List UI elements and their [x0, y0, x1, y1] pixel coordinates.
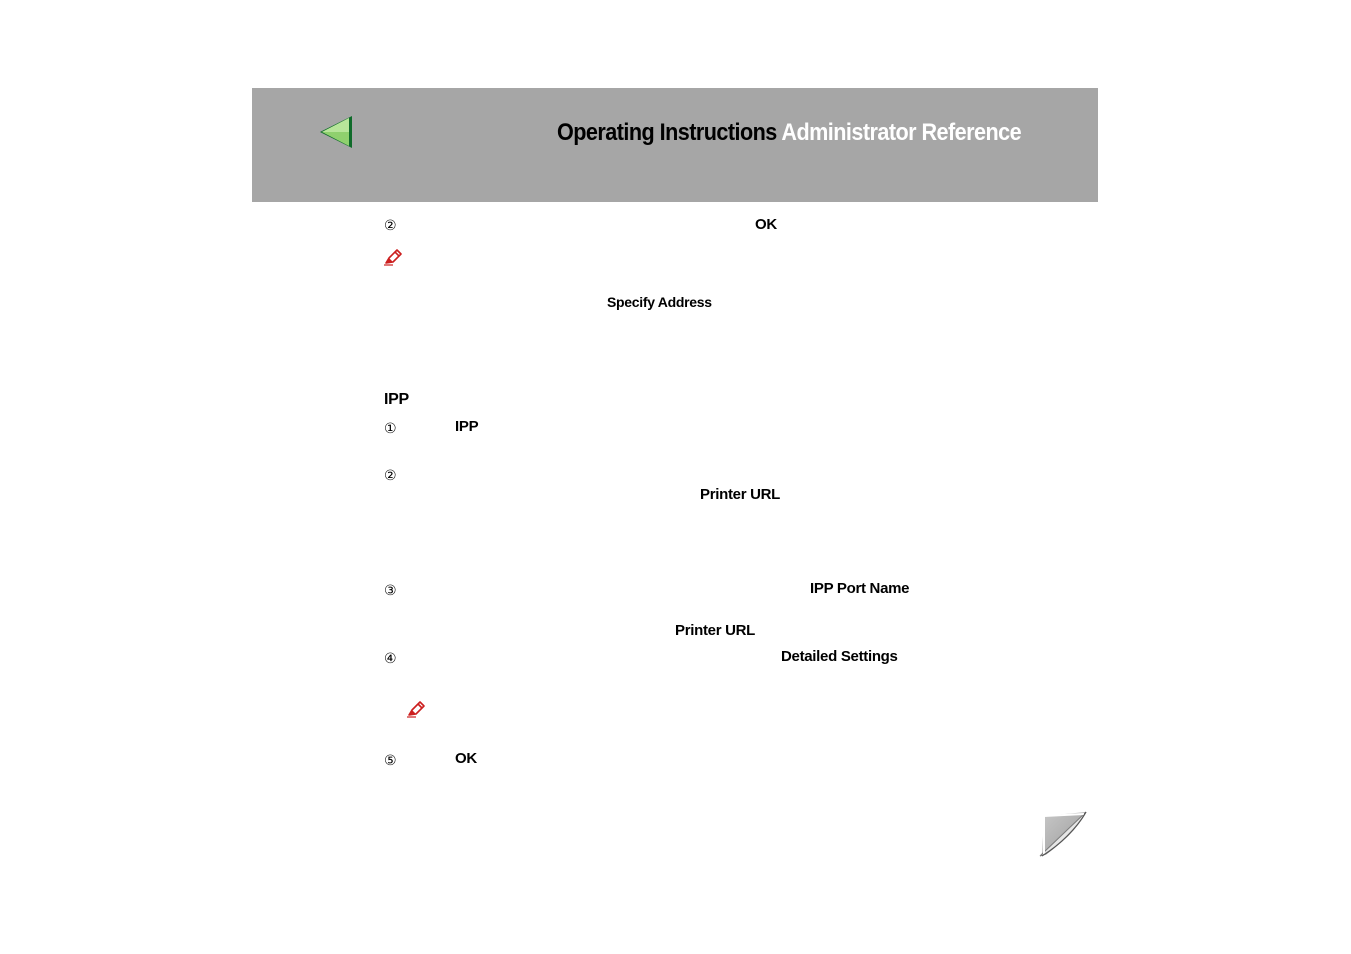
- keyword-ipp: IPP: [455, 418, 479, 435]
- step-number: ④: [384, 651, 397, 667]
- keyword-detailed-settings: Detailed Settings: [781, 648, 898, 665]
- step-number: ①: [384, 421, 397, 437]
- title-sub: Administrator Reference: [781, 119, 1022, 146]
- section-heading: IPP: [384, 391, 409, 408]
- keyword-ipp-port-name: IPP Port Name: [810, 580, 910, 597]
- next-page-icon[interactable]: [1038, 810, 1090, 858]
- page-title: [557, 119, 1021, 147]
- pencil-note-icon: [406, 700, 426, 718]
- keyword-specify-address: Specify Address: [607, 294, 712, 310]
- keyword-printer-url: Printer URL: [675, 622, 756, 639]
- step-number: ⑤: [384, 753, 397, 769]
- step-number: ②: [384, 218, 397, 234]
- keyword-printer-url: Printer URL: [700, 486, 781, 503]
- pencil-note-icon: [383, 248, 403, 266]
- keyword-ok: OK: [455, 750, 477, 767]
- back-triangle-icon[interactable]: [318, 114, 354, 150]
- title-main: Operating Instructions: [557, 119, 777, 146]
- keyword-ok: OK: [755, 216, 777, 233]
- step-number: ②: [384, 468, 397, 484]
- step-number: ③: [384, 583, 397, 599]
